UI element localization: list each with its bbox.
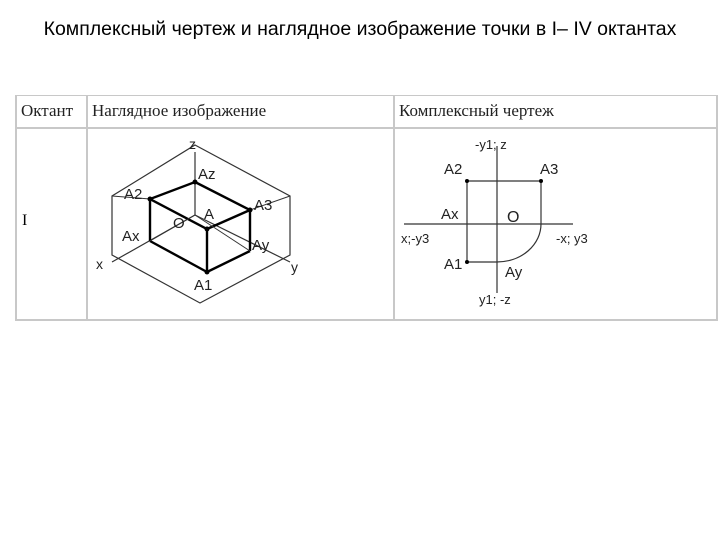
epure-label-a2: A2	[444, 161, 463, 178]
epure-label-top-axis: -y1; z	[475, 137, 507, 152]
epure-point-a1	[465, 260, 469, 264]
epure-point-a3	[539, 179, 543, 183]
label-a3: A3	[254, 197, 273, 214]
header-epure: Комплексный чертеж	[399, 101, 554, 120]
label-az: Az	[198, 166, 216, 183]
header-octant: Октант	[21, 101, 74, 120]
label-y: y	[291, 259, 298, 275]
epure-point-a2	[465, 179, 469, 183]
label-z: z	[189, 136, 196, 152]
label-x: x	[96, 256, 103, 272]
epure-label-ay: Ay	[505, 264, 523, 281]
label-ax: Ax	[122, 228, 140, 245]
epure-label-left-axis: x;-y3	[401, 231, 430, 246]
header-isometric: Наглядное изображение	[92, 101, 267, 120]
label-a1: A1	[194, 277, 213, 294]
label-a: A	[204, 206, 215, 223]
epure-label-a3: A3	[540, 161, 559, 178]
page-title: Комплексный чертеж и наглядное изображение точки в I– IV октантах	[43, 18, 677, 40]
epure-label-right-axis: -x; y3	[556, 231, 588, 246]
label-a2: A2	[124, 186, 143, 203]
octant-label: I	[22, 212, 28, 229]
epure-label-ax: Ax	[441, 206, 459, 223]
epure-label-a1: A1	[444, 256, 463, 273]
arc-connection	[497, 224, 541, 262]
label-o: O	[173, 215, 185, 232]
epure-label-bottom-axis: y1; -z	[479, 292, 511, 307]
label-ay: Ay	[252, 237, 270, 254]
epure-label-o: O	[507, 209, 520, 226]
